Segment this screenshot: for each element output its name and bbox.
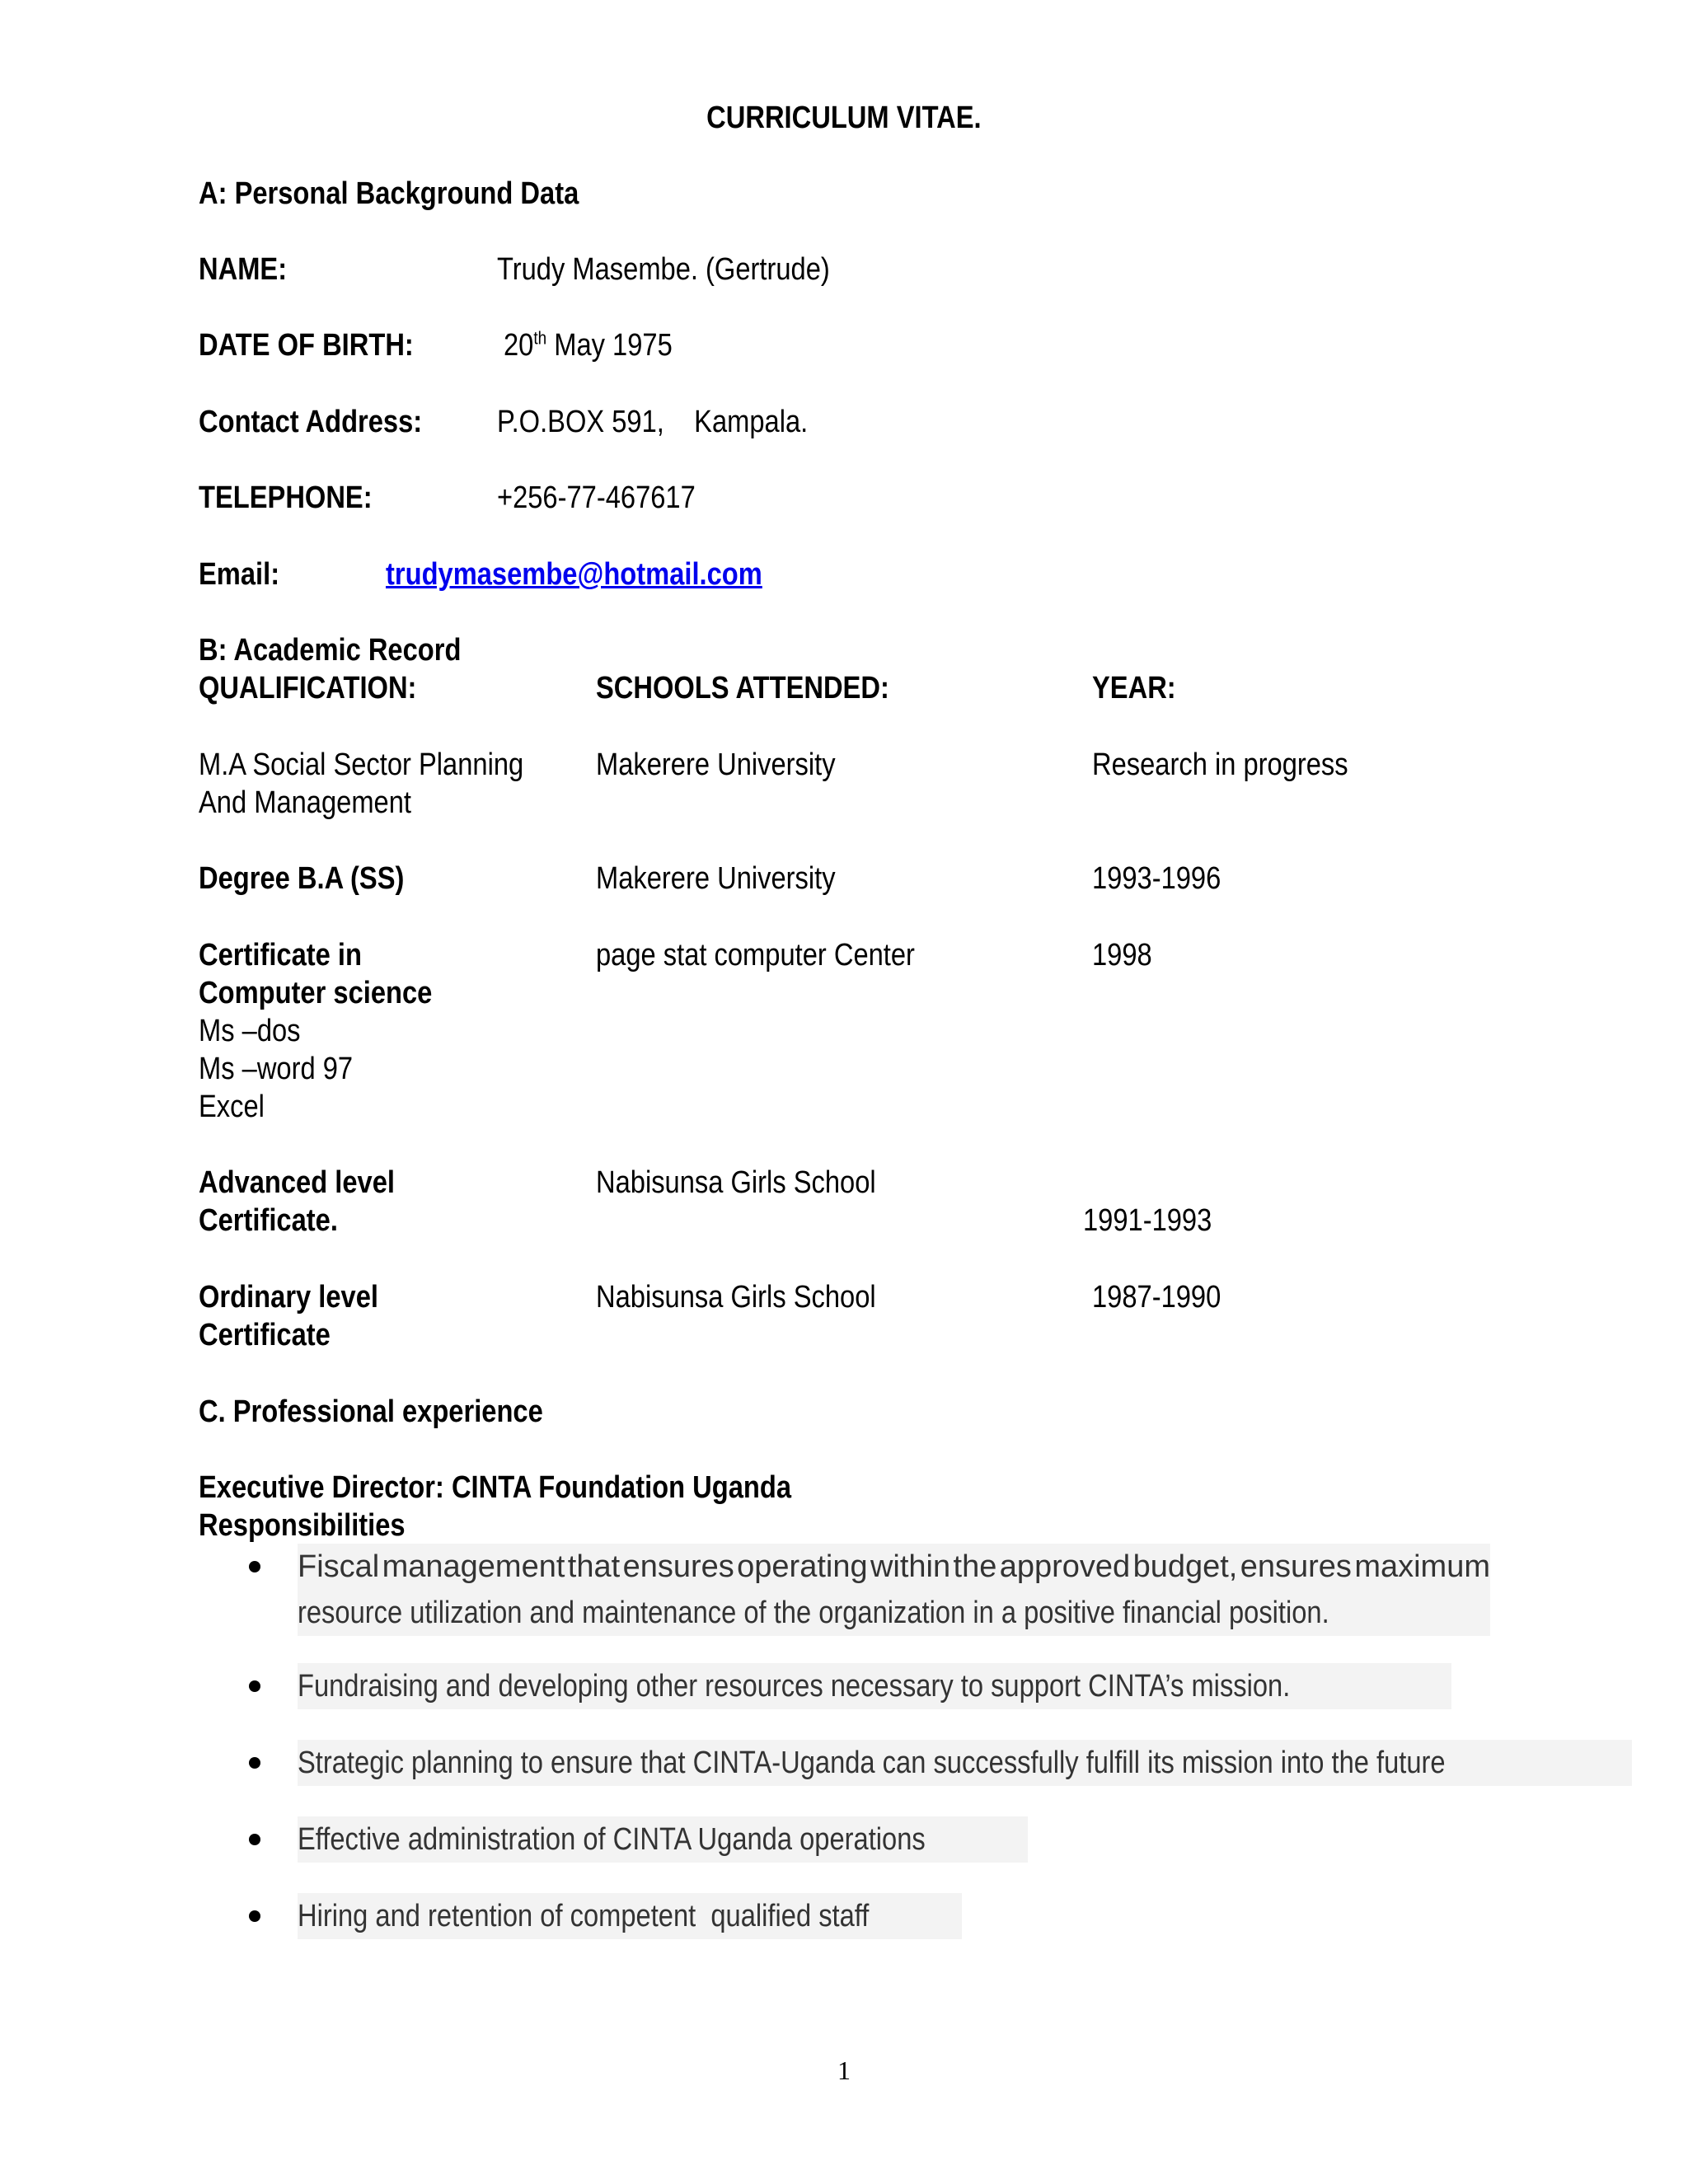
email-link[interactable]: trudymasembe@hotmail.com <box>386 557 762 592</box>
bullet-icon <box>249 1757 260 1769</box>
section-heading-experience: C. Professional experience <box>199 1394 543 1429</box>
year-ba: 1993-1996 <box>1092 861 1221 896</box>
responsibility-word: that <box>567 1549 621 1584</box>
dob-label: DATE OF BIRTH: <box>199 328 414 363</box>
responsibility-word: approved <box>999 1549 1131 1584</box>
name-label: NAME: <box>199 252 288 287</box>
telephone-value: +256-77-467617 <box>497 480 696 515</box>
year-ma: Research in progress <box>1092 748 1348 782</box>
qualification-ba: Degree B.A (SS) <box>199 861 405 896</box>
responsibility-word: the <box>953 1549 997 1584</box>
school-ma: Makerere University <box>596 748 836 782</box>
column-header-schools: SCHOOLS ATTENDED: <box>596 671 889 705</box>
responsibility-item: Fundraising and developing other resources necessary to support CINTA’s mission. <box>298 1663 1451 1709</box>
responsibility-word: budget, <box>1132 1549 1238 1584</box>
responsibilities-heading: Responsibilities <box>199 1508 406 1543</box>
responsibility-word: ensures <box>622 1549 734 1584</box>
school-o-level: Nabisunsa Girls School <box>596 1280 876 1315</box>
dob-value: 20th May 1975 <box>504 327 673 363</box>
year-a-level: 1991-1993 <box>1083 1203 1212 1238</box>
qualification-o-level-line2: Certificate <box>199 1318 331 1352</box>
year-computer: 1998 <box>1092 938 1152 972</box>
school-computer: page stat computer Center <box>596 938 915 972</box>
email-label: Email: <box>199 557 280 592</box>
responsibility-line <box>298 1544 1490 1590</box>
responsibility-item: Hiring and retention of competent qualified staff <box>298 1893 962 1939</box>
job-role: Executive Director: CINTA Foundation Uganda <box>199 1470 792 1505</box>
qualification-a-level-line2: Certificate. <box>199 1203 338 1238</box>
computer-skill-item: Ms –dos <box>199 1014 301 1048</box>
bullet-icon <box>249 1680 260 1692</box>
qualification-o-level: Ordinary level <box>199 1280 378 1315</box>
responsibility-word: management <box>382 1549 565 1584</box>
bullet-icon <box>249 1561 260 1572</box>
document-title: CURRICULUM VITAE. <box>706 101 982 135</box>
computer-skill-item: Excel <box>199 1090 265 1124</box>
name-value: Trudy Masembe. (Gertrude) <box>497 252 830 287</box>
responsibility-word: operating <box>737 1549 868 1584</box>
column-header-qualification: QUALIFICATION: <box>199 671 417 705</box>
responsibility-item <box>298 1544 1490 1636</box>
computer-skill-item: Ms –word 97 <box>199 1052 354 1086</box>
qualification-computer: Certificate in <box>199 938 362 972</box>
qualification-computer-line2: Computer science <box>199 976 433 1010</box>
qualification-ma: M.A Social Sector Planning <box>199 748 524 782</box>
responsibility-line: resource utilization and maintenance of the organization in a positive financial position. <box>298 1596 1329 1630</box>
column-header-year: YEAR: <box>1092 671 1176 705</box>
school-ba: Makerere University <box>596 861 836 896</box>
qualification-ma-line2: And Management <box>199 785 411 820</box>
responsibility-word: ensures <box>1240 1549 1352 1584</box>
address-label: Contact Address: <box>199 405 423 439</box>
section-heading-academic: B: Academic Record <box>199 633 462 668</box>
bullet-icon <box>249 1834 260 1845</box>
address-value: P.O.BOX 591, Kampala. <box>497 405 809 439</box>
section-heading-personal: A: Personal Background Data <box>199 176 579 211</box>
bullet-icon <box>249 1910 260 1922</box>
responsibility-word: Fiscal <box>298 1549 380 1584</box>
year-o-level: 1987-1990 <box>1092 1280 1221 1315</box>
responsibility-item: Strategic planning to ensure that CINTA-Uganda can successfully fulfill its mission into the future <box>298 1740 1632 1786</box>
responsibility-word: maximum <box>1354 1549 1490 1584</box>
responsibility-item: Effective administration of CINTA Uganda operations <box>298 1816 1028 1863</box>
telephone-label: TELEPHONE: <box>199 480 373 515</box>
responsibility-word: within <box>870 1549 951 1584</box>
qualification-a-level: Advanced level <box>199 1165 395 1200</box>
page-number: 1 <box>837 2055 851 2085</box>
school-a-level: Nabisunsa Girls School <box>596 1165 876 1200</box>
